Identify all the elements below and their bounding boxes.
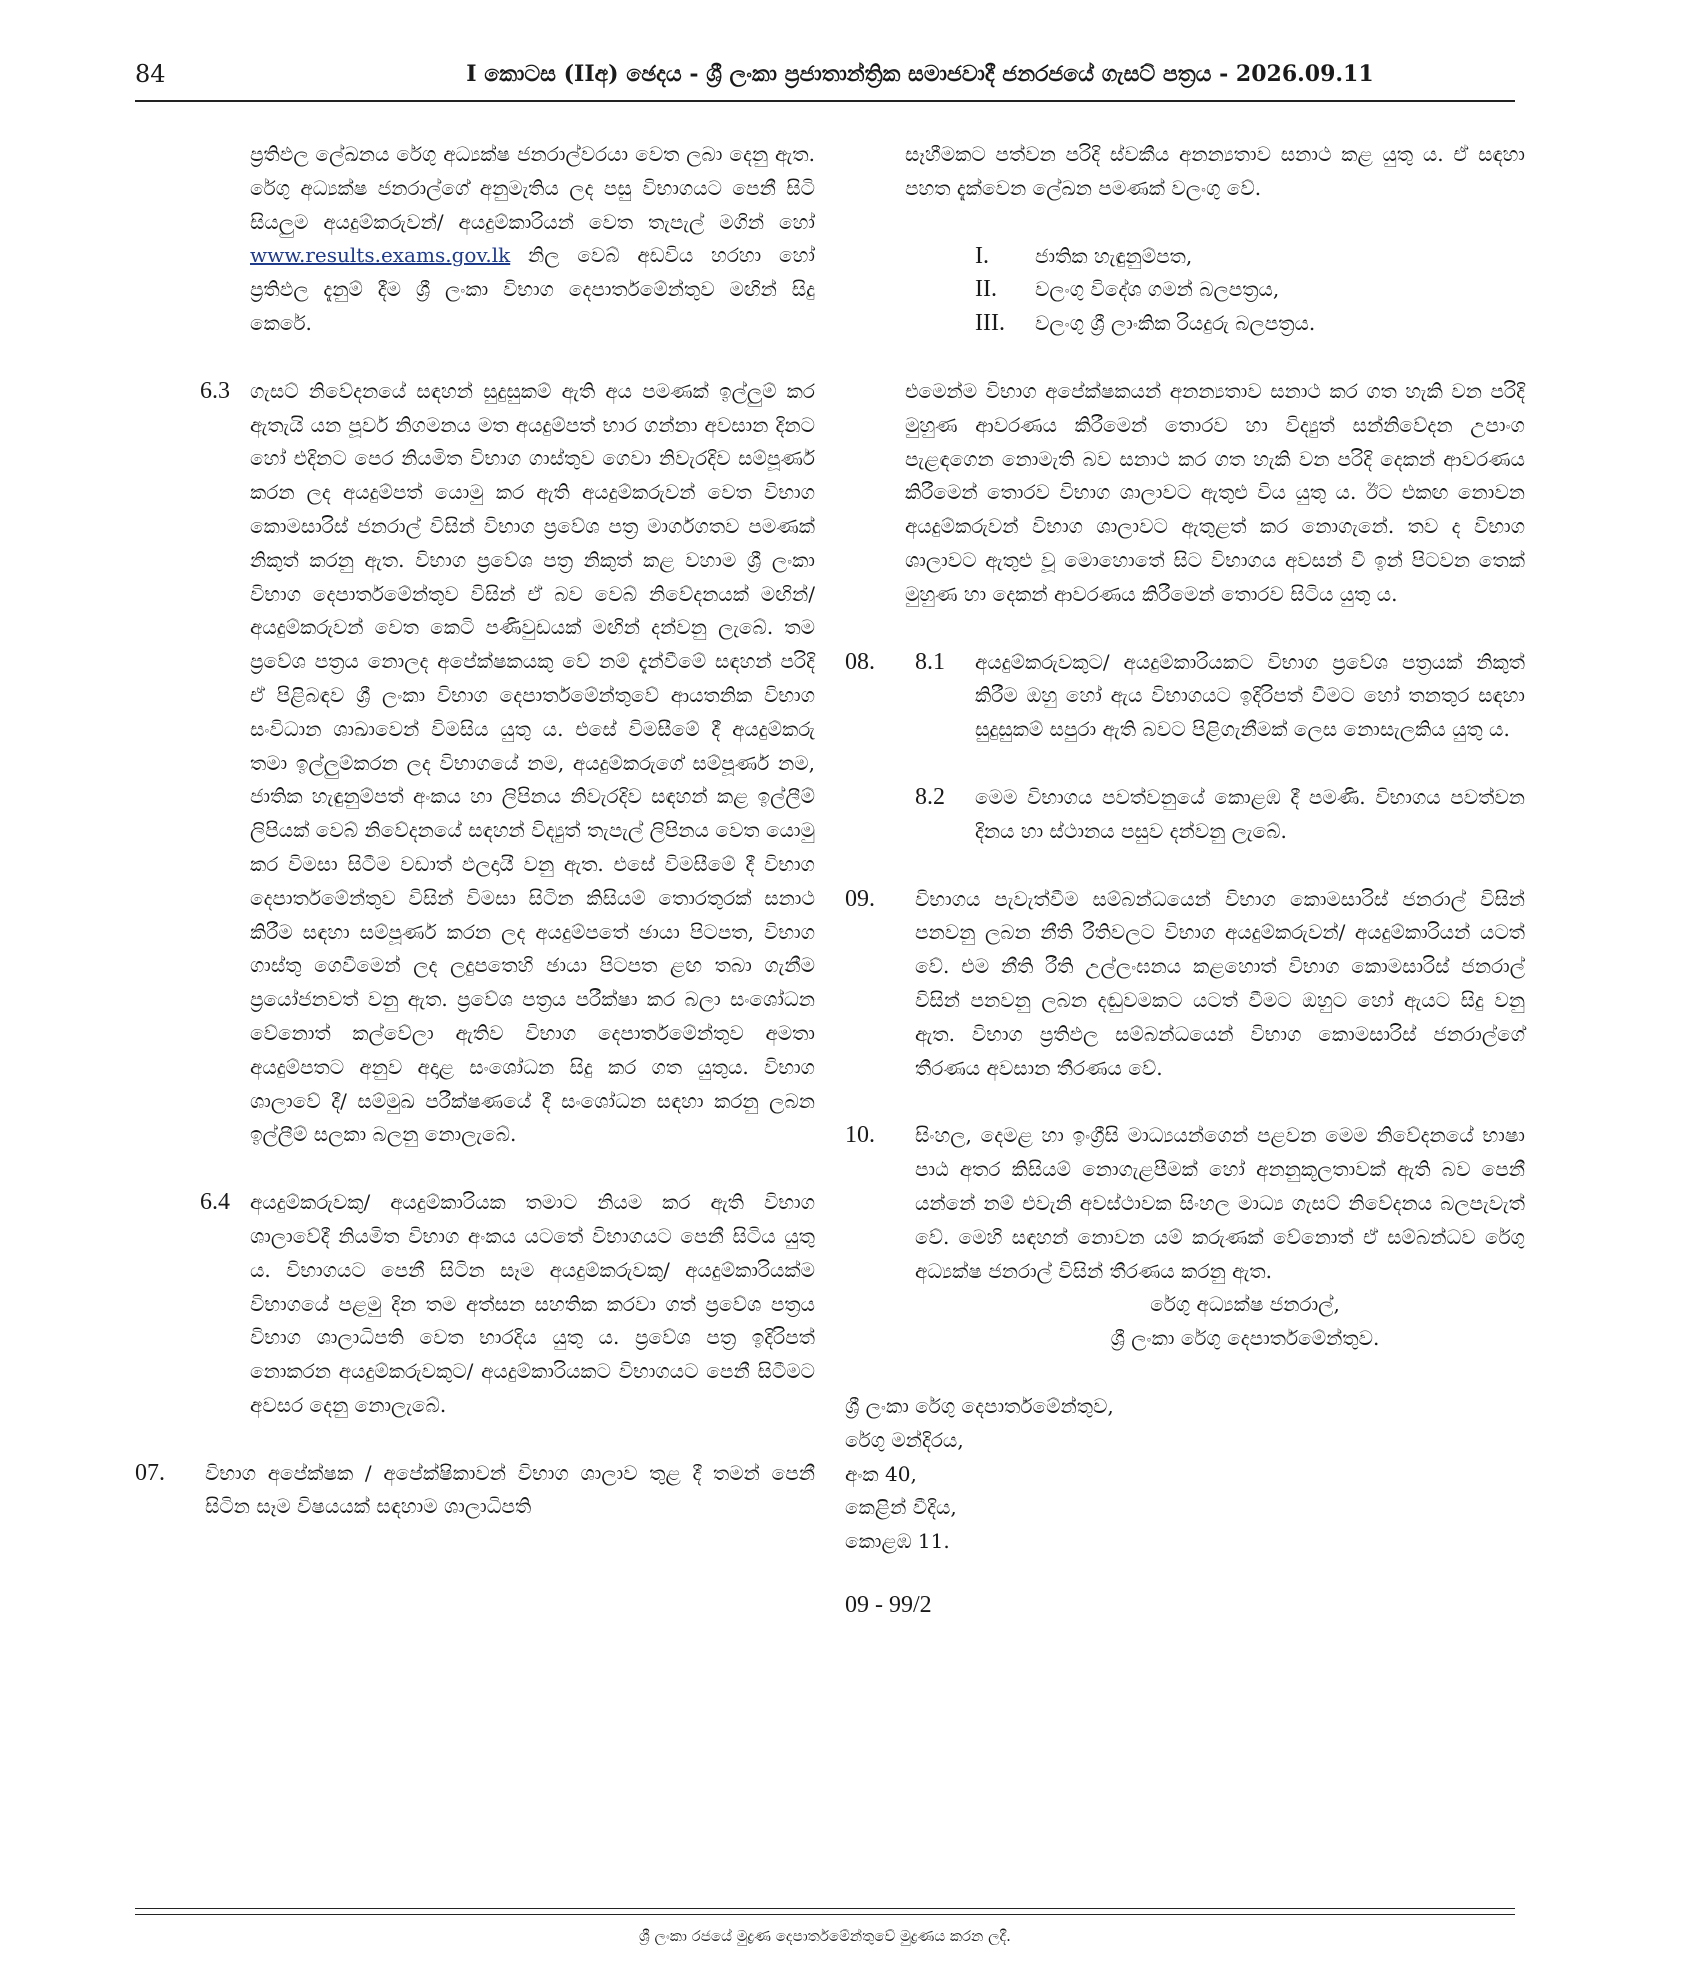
subsection-number: 8.1 [915,648,945,675]
signatory-title: රේගු අධ්‍යක්ෂ ජනරාල්, [1150,1292,1340,1317]
list-text: වලංගු ශ්‍රී ලාංකික රියදුරු බලපත්‍රය. [1035,311,1316,336]
subsection-text: මෙම විභාගය පවත්වනුයේ කොළඹ දී පමණි. විභාගය පවත්වන දිනය හා ස්ථානය පසුව දන්වනු ලැබේ. [975,784,1525,843]
header-divider [135,100,1515,102]
section-10 [845,1119,1525,1288]
footer-divider-top [135,1908,1515,1909]
list-text: වලංගු විදේශ ගමන් බලපත්‍රය, [1035,277,1280,302]
reference-number: 09 - 99/2 [845,1591,932,1618]
address-line: කෙළින් වීදිය, [845,1495,957,1520]
right-column [845,138,1525,1623]
page-header [135,58,1515,100]
section-text: අයදුම්කරුවකු/ අයදුම්කාරියක තමාට නියම කර ඇති විභාග ශාලාවේදී නියමිත විභාග අංකය යටතේ විභාගයට පෙනී සිටිය යුතු ය. විභාගයට පෙනී සිටින සෑම අයදුම්කරුවකු/ අයදුම්කාරියක්ම විභාගයේ පළමු දින තම අත්සන සහතික කරවා ගත් ප්‍රවේශ පත්‍රය විභාග ශාලාධිපති වෙත භාරදිය යුතු ය. ප්‍රවේශ පත්‍ර ඉදිරිපත් නොකරන අයදුම්කරුවකුට/ අයදුම්කාරියකට විභාගයට පෙනී සිටීමට අවසර දෙනු නොලැබේ. [250,1190,815,1417]
identity-paragraph: එමෙන්ම විභාග අපේක්ෂකයන් අනන්‍යතාව සනාථ කර ගත හැකි වන පරිදි මුහුණ ආවරණය කිරීමෙන් තොරව හා විද්‍යුත් සන්නිවේදන උපාංග පැළඳගෙන නොමැති බව සනාථ කර ගත හැකි වන පරිදි දෙකන් ආවරණය කිරීමෙන් තොරව විභාග ශාලාවට ඇතුළු විය යුතු ය. ඊට එකඟ නොවන අයදුම්කරුවන් විභාග ශාලාවට ඇතුළත් කර නොගැනේ. තව ද විභාග ශාලාවට ඇතුළු වූ මොහොතේ සිට විභාගය අවසන් වී ඉන් පිටවන තෙක් මුහුණ හා දෙකන් ආවරණය කිරීමෙන් තොරව සිටිය යුතු ය. [905,378,1525,606]
section-8-2 [845,781,1525,849]
section-09 [845,883,1525,1086]
subsection-number: 8.2 [915,783,945,810]
id-document-list [845,240,1525,341]
left-column [135,138,815,1524]
section-8-1 [845,646,1525,747]
printer-note: ශ්‍රී ලංකා රජයේ මුද්‍රණ දෙපාර්තමේන්තුවේ මුද්‍රණය කරන ලදී. [639,1927,1011,1945]
intro-paragraph [135,138,815,341]
section-number: 6.3 [200,377,230,404]
section-6-4 [135,1186,815,1423]
section-07 [135,1457,815,1525]
section-08 [845,646,1525,849]
address-line: රේගු මන්දිරය, [845,1427,964,1452]
address-block [845,1390,1525,1559]
section-text: විභාග අපේක්ෂක / අපේක්ෂිකාවන් විභාග ශාලාව තුළ දී තමන් පෙනී සිටින සෑම විෂයයක් සඳහාම ශාලාධිපති [205,1460,815,1519]
section-text: සිංහල, දෙමළ හා ඉංග්‍රීසි මාධ්‍යයන්ගෙන් පළවන මෙම නිවේදනයේ භාෂා පාඨ අතර කිසියම් නොගැළපීමක් හෝ අනනුකූලතාවක් ඇති බව පෙනී යන්නේ නම් එවැනි අවස්ථාවක සිංහල මාධ්‍ය ගැසට් නිවේදනය බලපැවැත් වේ. මෙහි සඳහන් නොවන යම් කරුණක් වේනොත් ඒ සම්බන්ධව රේගු අධ්‍යක්ෂ ජනරාල් විසින් තීරණය කරනු ඇත. [915,1123,1525,1283]
intro-text-continued: නිල වෙබ් අඩවිය හරහා හෝ ප්‍රතිඵල දැනුම් දීම ශ්‍රී ලංකා විභාග දෙපාර්තමේන්තුව මඟින් සිදු කෙරේ. [250,243,815,335]
intro-text: ප්‍රතිඵල ලේඛනය රේගු අධ්‍යක්ෂ ජනරාල්වරයා වෙත ලබා දෙනු ඇත. රේගු අධ්‍යක්ෂ ජනරාල්ගේ අනුමැතිය ලද පසු විභාගයට පෙනී සිටි සියලුම අයදුම්කරුවන්/ අයදුම්කාරියන් වෙත තැපැල් මගින් හෝ [250,142,815,234]
section-number: 10. [845,1122,875,1149]
address-line: ශ්‍රී ලංකා රේගු දෙපාර්තමේන්තුව, [845,1393,1114,1418]
list-item [975,240,1525,274]
section-number: 07. [135,1459,165,1486]
results-website-link[interactable]: www.results.exams.gov.lk [250,243,511,268]
section-number: 08. [845,648,875,675]
section-number: 09. [845,885,875,912]
subsection-text: අයදුම්කරුවකුට/ අයදුම්කාරියකට විභාග ප්‍රවේශ පත්‍රයක් නිකුත් කිරීම ඔහු හෝ ඇය විභාගයට ඉදිරිපත් වීමට හෝ තනතුර සඳහා සුදුසුකම් සපුරා ඇති බවට පිළිගැනීමක් ලෙස නොසැලකිය යුතු ය. [975,649,1525,742]
list-number: II. [975,276,997,303]
list-number: III. [975,310,1005,337]
list-text: ජාතික හැඳුනුම්පත, [1035,243,1193,268]
section-number: 6.4 [200,1189,230,1216]
address-line: අංක 40, [845,1461,917,1486]
signature-block [845,1288,1525,1356]
list-number: I. [975,242,989,269]
continued-paragraph: සෑහීමකට පත්වන පරිදි ස්වකීය අනන්‍යතාව සනාථ කළ යුතු ය. ඒ සඳහා පහත දැක්වෙන ලේඛන පමණක් වලංගු වේ. [905,142,1525,200]
section-text: ගැසට් නිවේදනයේ සඳහන් සුදුසුකම් ඇති අය පමණක් ඉල්ලුම් කර ඇතැයි යන පූර්ව නිගමනය මත අයදුම්පත් භාර ගන්නා අවසාන දිනට හෝ එදිනට පෙර නියමිත විභාග ගාස්තුව ගෙවා නිවැරදිව සම්පූර්ණ කරන ලද අයදුම්පත් යොමු කර ඇති අයදුම්කරුවන් වෙත විභාග කොමසාරිස් ජනරාල් විසින් විභාග ප්‍රවේශ පත්‍ර මාර්ගගතව පමණක් නිකුත් කරනු ඇත. විභාග ප්‍රවේශ පත්‍ර නිකුත් කළ වහාම ශ්‍රී ලංකා විභාග දෙපාර්තමේන්තුව විසින් ඒ බව වෙබ් නිවේදනයක් මඟින්/ අයදුම්කරුවන් වෙත කෙටි පණිවුඩයක් මඟින් දන්වනු ලැබේ. තම ප්‍රවේශ පත්‍රය නොලද අපේක්ෂකයකු වේ නම් දැන්වීමේ සඳහන් පරිදි ඒ පිළිබඳව ශ්‍රී ලංකා විභාග දෙපාර්තමේන්තුවේ ආයතනික විභාග සංවිධාන ශාඛාවෙන් විමසිය යුතු ය. එසේ විමසීමේ දී අයදුම්කරු තමා ඉල්ලුම්කරන ලද විභාගයේ නම, අයදුම්කරුගේ සම්පූර්ණ නම, ජාතික හැඳුනුම්පත් අංකය හා ලිපිනය නිවැරදිව සඳහන් කළ ඉල්ලීම් ලිපියක් වෙබ් නිවේදනයේ සඳහන් විද්‍යුත් තැපැල් ලිපිනය වෙත යොමු කර විමසා සිටීම වඩාත් ඵලදායී වනු ඇත. එසේ විමසීමේ දී විභාග දෙපාර්තමේන්තුව විසින් විමසා සිටින කිසියම් තොරතුරක් සනාථ කිරීම සඳහා සම්පූර්ණ කරන ලද අයදුම්පතේ ඡායා පිටපත, විභාග ගාස්තු ගෙවීමෙන් ලද ලදුපතෙහි ඡායා පිටපත ළඟ තබා ගැනීම ප්‍රයෝජනවත් වනු ඇත. ප්‍රවේශ පත්‍රය පරීක්ෂා කර බලා සංශෝධන වේනොත් කල්වේලා ඇතිව විභාග දෙපාර්තමේන්තුව අමතා අයදුම්පතට අනුව අදාළ සංශෝධන සිදු කර ගත යුතුය. විභාග ශාලාවේ දී/ සම්මුඛ පරීක්ෂණයේ දී සංශෝධන සඳහා කරනු ලබන ඉල්ලීම් සලකා බලනු නොලැබේ. [250,378,815,1147]
page-number: 84 [135,60,166,88]
list-item [975,307,1525,341]
address-line: කොළඹ 11. [845,1529,950,1554]
gazette-title: I කොටස (IIඅ) ඡෙදය - ශ්‍රී ලංකා ප්‍රජාතාන්ත්‍රික සමාජවාදී ජනරජයේ ගැසට් පත්‍රය - 2026.09.11 [466,61,1374,87]
footer-divider-bottom [135,1914,1515,1915]
section-text: විභාගය පැවැත්වීම සම්බන්ධයෙන් විභාග කොමසාරිස් ජනරාල් විසින් පනවනු ලබන නීති රීතිවලට විභාග අයදුම්කරුවන්/ අයදුම්කාරියන් යටත් වේ. එම නීති රීති උල්ලංඝනය කළහොත් විභාග කොමසාරිස් ජනරාල් විසින් පනවනු ලබන දඬුවමකට යටත් වීමට ඔහුට හෝ ඇයට සිදු වනු ඇත. විභාග ප්‍රතිඵල සම්බන්ධයෙන් විභාග කොමසාරිස් ජනරාල්ගේ තීරණය අවසාන තීරණය වේ. [915,886,1525,1080]
section-6-3 [135,375,815,1152]
list-item [975,273,1525,307]
signatory-department: ශ්‍රී ලංකා රේගු දෙපාර්තමේන්තුව. [1110,1326,1380,1351]
